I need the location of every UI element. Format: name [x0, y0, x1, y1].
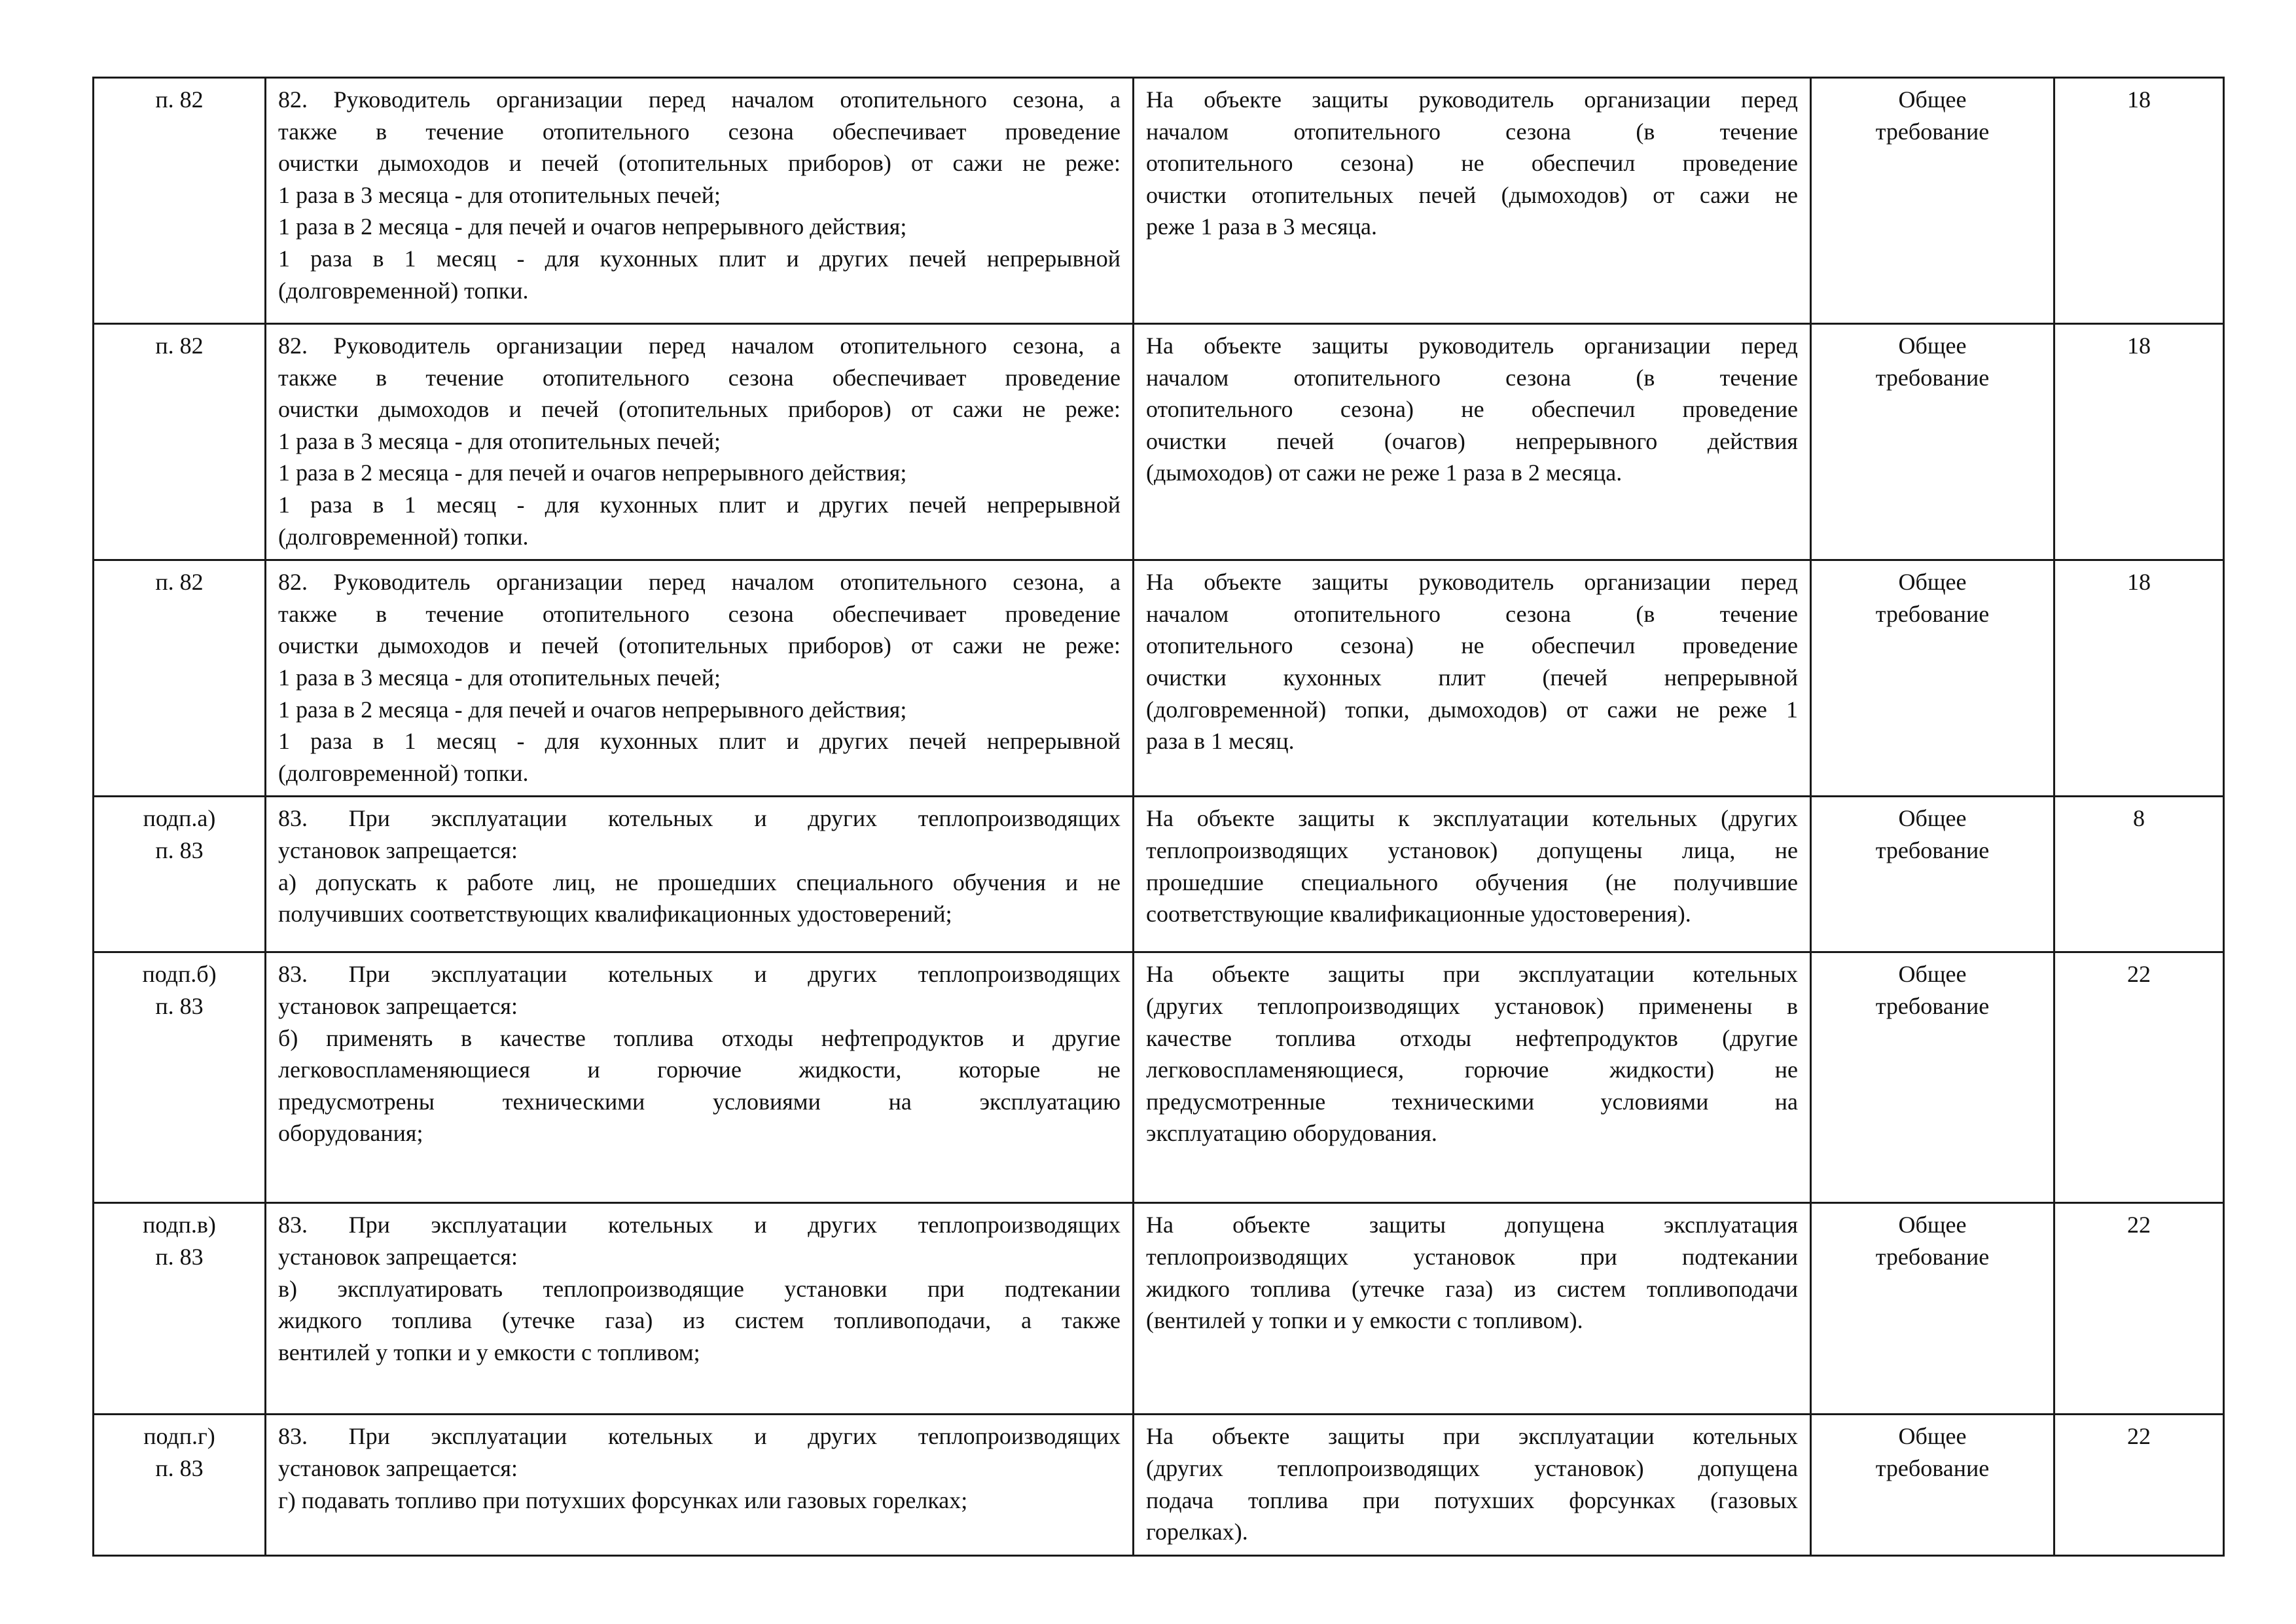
cell-violation [1134, 952, 1811, 1203]
violation-line: соответствующие квалификационные удостоверения). [1146, 901, 1691, 928]
requirements-table-body [94, 78, 2224, 1556]
requirement-line: (долговременной) топки. [278, 759, 529, 786]
type-line: требование [1875, 837, 1990, 863]
cell-requirement [266, 324, 1134, 560]
type-line: Общее [1898, 1423, 1967, 1450]
type-line: требование [1875, 364, 1990, 391]
cell-point [94, 78, 266, 324]
violation-line: (других теплопроизводящих установок) применены в [1146, 992, 1798, 1019]
violation-line: На объекте защиты допущена эксплуатация [1146, 1212, 1798, 1238]
requirement-line: 83. При эксплуатации котельных и других теплопроизводящих [278, 1423, 1121, 1450]
cell-score [2054, 1203, 2224, 1415]
requirement-line: (долговременной) топки. [278, 523, 529, 550]
point-line: п. 83 [155, 1454, 204, 1481]
point-line: п. 82 [155, 333, 204, 359]
cell-requirement [266, 797, 1134, 952]
violation-line: На объекте защиты руководитель организации перед [1146, 569, 1798, 596]
cell-score [2054, 78, 2224, 324]
requirement-line: 83. При эксплуатации котельных и других теплопроизводящих [278, 961, 1121, 988]
requirement-line: 83. При эксплуатации котельных и других теплопроизводящих [278, 1212, 1121, 1238]
cell-violation [1134, 324, 1811, 560]
score-value: 18 [2127, 333, 2151, 359]
type-line: требование [1875, 1243, 1990, 1270]
type-line: Общее [1898, 1212, 1967, 1238]
violation-line: отопительного сезона) не обеспечил проведение [1146, 632, 1798, 659]
cell-requirement [266, 560, 1134, 797]
table-row [94, 1203, 2224, 1415]
requirement-line: легковоспламеняющиеся и горючие жидкости, которые не [278, 1056, 1121, 1083]
point-line: подп.а) [143, 805, 216, 832]
violation-line: легковоспламеняющиеся, горючие жидкости) не [1146, 1056, 1798, 1083]
cell-score [2054, 1415, 2224, 1555]
point-line: п. 83 [155, 1243, 204, 1270]
requirement-line: установок запрещается: [278, 1454, 518, 1481]
violation-line: эксплуатацию оборудования. [1146, 1120, 1437, 1147]
cell-requirement [266, 78, 1134, 324]
point-line: п. 82 [155, 569, 204, 596]
requirement-line: также в течение отопительного сезона обеспечивает проведение [278, 118, 1121, 145]
cell-type [1811, 78, 2054, 324]
requirement-line: 1 раза в 3 месяца - для отопительных печей; [278, 181, 721, 208]
requirement-line: г) подавать топливо при потухших форсунках или газовых горелках; [278, 1487, 968, 1513]
requirement-line: (долговременной) топки. [278, 277, 529, 304]
violation-line: На объекте защиты руководитель организации перед [1146, 86, 1798, 113]
cell-score [2054, 324, 2224, 560]
cell-point [94, 952, 266, 1203]
requirement-line: установок запрещается: [278, 1243, 518, 1270]
requirement-line: 1 раза в 3 месяца - для отопительных печей; [278, 427, 721, 454]
violation-line: началом отопительного сезона (в течение [1146, 600, 1798, 627]
type-line: Общее [1898, 961, 1967, 988]
cell-point [94, 560, 266, 797]
violation-line: (дымоходов) от сажи не реже 1 раза в 2 месяца. [1146, 460, 1623, 486]
point-line: п. 82 [155, 86, 204, 113]
violation-line: горелках). [1146, 1519, 1248, 1545]
requirement-line: установок запрещается: [278, 837, 518, 863]
score-value: 22 [2127, 1423, 2151, 1450]
requirement-line: установок запрещается: [278, 992, 518, 1019]
table-row [94, 560, 2224, 797]
cell-type [1811, 1415, 2054, 1555]
point-line: подп.г) [143, 1423, 215, 1450]
table-row [94, 797, 2224, 952]
violation-line: На объекте защиты к эксплуатации котельных (других [1146, 805, 1798, 832]
type-line: требование [1875, 1454, 1990, 1481]
violation-line: (долговременной) топки, дымоходов) от сажи не реже 1 [1146, 696, 1798, 723]
violation-line: качестве топлива отходы нефтепродуктов (другие [1146, 1024, 1798, 1051]
score-value: 22 [2127, 961, 2151, 988]
violation-line: жидкого топлива (утечке газа) из систем топливоподачи [1146, 1275, 1798, 1302]
violation-line: реже 1 раза в 3 месяца. [1146, 213, 1377, 240]
type-line: Общее [1898, 86, 1967, 113]
violation-line: На объекте защиты при эксплуатации котельных [1146, 961, 1798, 988]
requirement-line: 1 раза в 2 месяца - для печей и очагов непрерывного действия; [278, 696, 907, 723]
cell-type [1811, 952, 2054, 1203]
violation-line: теплопроизводящих установок при подтекании [1146, 1243, 1798, 1270]
cell-violation [1134, 560, 1811, 797]
violation-line: очистки кухонных плит (печей непрерывной [1146, 664, 1798, 691]
point-line: подп.в) [143, 1212, 216, 1238]
violation-line: прошедшие специального обучения (не получившие [1146, 869, 1798, 895]
cell-score [2054, 952, 2224, 1203]
violation-line: На объекте защиты руководитель организации перед [1146, 333, 1798, 359]
violation-line: подача топлива при потухших форсунках (газовых [1146, 1487, 1798, 1513]
violation-line: теплопроизводящих установок) допущены лица, не [1146, 837, 1798, 863]
point-line: п. 83 [155, 837, 204, 863]
point-line: подп.б) [142, 961, 217, 988]
requirement-line: получивших соответствующих квалификационных удостоверений; [278, 901, 952, 928]
requirement-line: 1 раза в 1 месяц - для кухонных плит и других печей непрерывной [278, 728, 1121, 755]
cell-score [2054, 560, 2224, 797]
cell-point [94, 1203, 266, 1415]
type-line: Общее [1898, 805, 1967, 832]
cell-type [1811, 1203, 2054, 1415]
violation-line: (других теплопроизводящих установок) допущена [1146, 1454, 1798, 1481]
cell-violation [1134, 1415, 1811, 1555]
point-line: п. 83 [155, 992, 204, 1019]
requirement-line: предусмотрены техническими условиями на эксплуатацию [278, 1088, 1121, 1115]
requirement-line: 1 раза в 3 месяца - для отопительных печей; [278, 664, 721, 691]
violation-line: (вентилей у топки и у емкости с топливом). [1146, 1307, 1583, 1334]
requirement-line: а) допускать к работе лиц, не прошедших специального обучения и не [278, 869, 1121, 895]
requirement-line: очистки дымоходов и печей (отопительных приборов) от сажи не реже: [278, 632, 1121, 659]
violation-line: началом отопительного сезона (в течение [1146, 118, 1798, 145]
violation-line: отопительного сезона) не обеспечил проведение [1146, 396, 1798, 423]
score-value: 18 [2127, 86, 2151, 113]
requirement-line: 1 раза в 2 месяца - для печей и очагов непрерывного действия; [278, 460, 907, 486]
requirement-line: также в течение отопительного сезона обеспечивает проведение [278, 364, 1121, 391]
cell-violation [1134, 797, 1811, 952]
violation-line: предусмотренные техническими условиями на [1146, 1088, 1798, 1115]
requirement-line: очистки дымоходов и печей (отопительных приборов) от сажи не реже: [278, 396, 1121, 423]
violation-line: отопительного сезона) не обеспечил проведение [1146, 150, 1798, 177]
type-line: Общее [1898, 569, 1967, 596]
requirements-table [92, 77, 2225, 1557]
requirement-line: 1 раза в 1 месяц - для кухонных плит и других печей непрерывной [278, 491, 1121, 518]
cell-violation [1134, 78, 1811, 324]
violation-line: началом отопительного сезона (в течение [1146, 364, 1798, 391]
violation-line: На объекте защиты при эксплуатации котельных [1146, 1423, 1798, 1450]
score-value: 18 [2127, 569, 2151, 596]
requirement-line: 83. При эксплуатации котельных и других теплопроизводящих [278, 805, 1121, 832]
table-row [94, 324, 2224, 560]
table-row [94, 1415, 2224, 1555]
requirement-line: вентилей у топки и у емкости с топливом; [278, 1339, 700, 1365]
requirement-line: оборудования; [278, 1120, 423, 1147]
cell-point [94, 797, 266, 952]
table-row [94, 78, 2224, 324]
type-line: требование [1875, 118, 1990, 145]
requirement-line: очистки дымоходов и печей (отопительных приборов) от сажи не реже: [278, 150, 1121, 177]
cell-point [94, 1415, 266, 1555]
cell-violation [1134, 1203, 1811, 1415]
cell-requirement [266, 1415, 1134, 1555]
requirement-line: в) эксплуатировать теплопроизводящие установки при подтекании [278, 1275, 1121, 1302]
type-line: требование [1875, 600, 1990, 627]
requirement-line: также в течение отопительного сезона обеспечивает проведение [278, 600, 1121, 627]
cell-requirement [266, 1203, 1134, 1415]
cell-type [1811, 560, 2054, 797]
requirement-line: 82. Руководитель организации перед началом отопительного сезона, а [278, 86, 1121, 113]
table-row [94, 952, 2224, 1203]
requirement-line: 1 раза в 2 месяца - для печей и очагов непрерывного действия; [278, 213, 907, 240]
requirement-line: 82. Руководитель организации перед началом отопительного сезона, а [278, 333, 1121, 359]
cell-type [1811, 797, 2054, 952]
score-value: 22 [2127, 1212, 2151, 1238]
requirement-line: б) применять в качестве топлива отходы нефтепродуктов и другие [278, 1024, 1121, 1051]
requirement-line: 82. Руководитель организации перед началом отопительного сезона, а [278, 569, 1121, 596]
cell-type [1811, 324, 2054, 560]
score-value: 8 [2133, 805, 2145, 832]
cell-score [2054, 797, 2224, 952]
violation-line: раза в 1 месяц. [1146, 728, 1295, 755]
type-line: Общее [1898, 333, 1967, 359]
type-line: требование [1875, 992, 1990, 1019]
violation-line: очистки печей (очагов) непрерывного действия [1146, 427, 1798, 454]
violation-line: очистки отопительных печей (дымоходов) от сажи не [1146, 181, 1798, 208]
cell-requirement [266, 952, 1134, 1203]
requirement-line: 1 раза в 1 месяц - для кухонных плит и других печей непрерывной [278, 245, 1121, 272]
requirement-line: жидкого топлива (утечке газа) из систем топливоподачи, а также [278, 1307, 1121, 1334]
cell-point [94, 324, 266, 560]
